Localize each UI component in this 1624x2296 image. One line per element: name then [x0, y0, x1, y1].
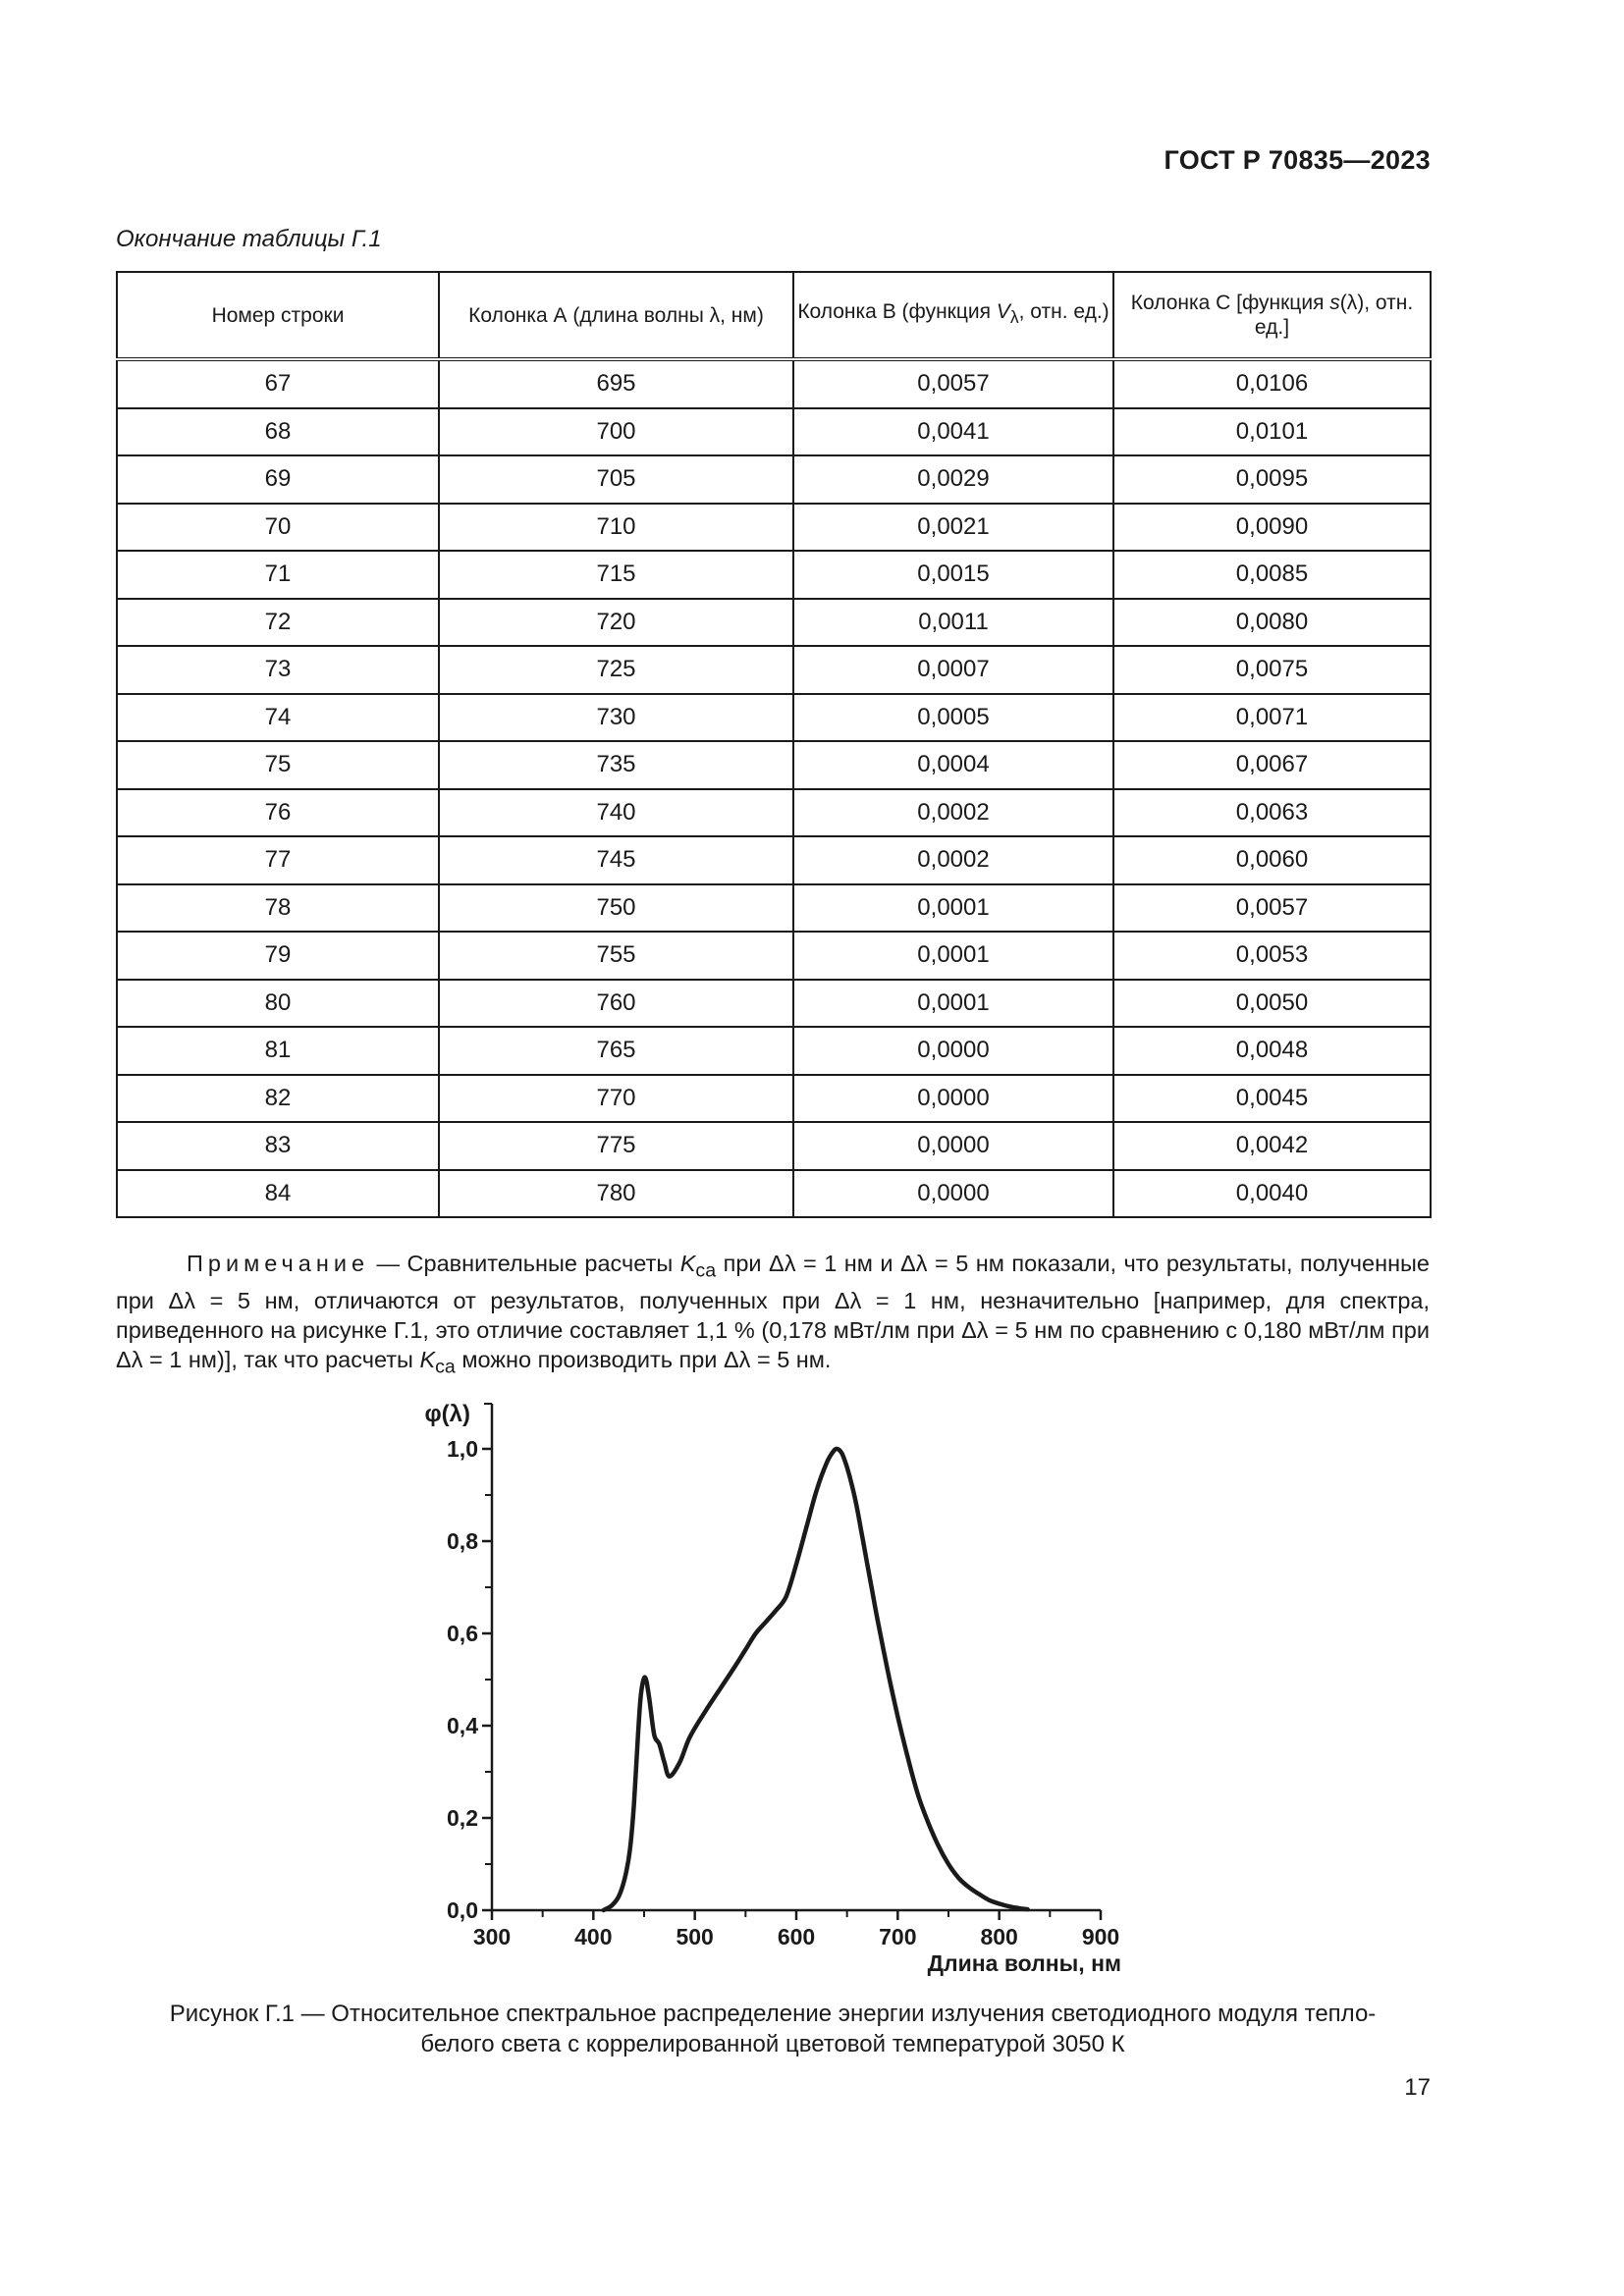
figure-caption-line-2: белого света с коррелированной цветовой температурой 3050 К: [420, 2031, 1125, 2057]
table-cell: 74: [117, 694, 439, 742]
column-header-row-number: Номер строки: [117, 272, 439, 359]
column-header-c: Колонка C [функция s(λ), отн. ед.]: [1113, 272, 1431, 359]
table-cell: 0,0004: [793, 741, 1113, 789]
table-cell: 740: [439, 789, 793, 837]
x-axis-label: Длина волны, нм: [927, 1950, 1121, 1976]
table-caption: Окончание таблицы Г.1: [116, 226, 382, 252]
table-cell: 78: [117, 884, 439, 933]
table-cell: 700: [439, 408, 793, 456]
note-text-3: можно производить при Δλ = 5 нм.: [455, 1346, 832, 1372]
table-cell: 0,0057: [1113, 884, 1431, 933]
table-cell: 695: [439, 359, 793, 408]
k-ca-subscript: ca: [695, 1259, 717, 1282]
table-cell: 0,0090: [1113, 504, 1431, 552]
table-cell: 0,0045: [1113, 1075, 1431, 1123]
table-cell: 80: [117, 980, 439, 1028]
y-tick-label: 0,4: [447, 1713, 478, 1738]
table-cell: 73: [117, 646, 439, 694]
x-tick-label: 900: [1081, 1924, 1120, 1949]
table-cell: 0,0071: [1113, 694, 1431, 742]
table-cell: 67: [117, 359, 439, 408]
y-tick-label: 0,6: [447, 1621, 478, 1646]
table-cell: 0,0001: [793, 932, 1113, 980]
table-cell: 0,0040: [1113, 1170, 1431, 1218]
table-cell: 760: [439, 980, 793, 1028]
table-cell: 780: [439, 1170, 793, 1218]
x-tick-label: 300: [472, 1924, 512, 1949]
table-cell: 705: [439, 455, 793, 504]
table-cell: 0,0050: [1113, 980, 1431, 1028]
table-cell: 765: [439, 1027, 793, 1075]
table-cell: 79: [117, 932, 439, 980]
x-tick-label: 400: [574, 1924, 613, 1949]
y-axis-label: φ(λ): [424, 1401, 470, 1427]
table-cell: 0,0011: [793, 599, 1113, 647]
spectrum-series-line: [604, 1449, 1028, 1910]
note-text-2: при Δλ = 1 нм и Δλ = 5 нм показали, что результаты, полученные при Δλ = 5 нм, отличаются от результатов, полученных при Δλ = 1 нм, незначительно [например, для спектра, приведенного на рисунке Г.1, это отличие составляет 1,1 % (0,178 мВт/лм при Δλ = 5 нм по сравнению с 0,180 мВт/лм при Δλ = 1 нм)], так что расчеты: [116, 1251, 1431, 1372]
table-cell: 0,0060: [1113, 836, 1431, 884]
table-cell: 770: [439, 1075, 793, 1123]
table-cell: 0,0080: [1113, 599, 1431, 647]
table-cell: 745: [439, 836, 793, 884]
table-cell: 775: [439, 1122, 793, 1170]
x-tick-label: 500: [676, 1924, 714, 1949]
table-cell: 0,0048: [1113, 1027, 1431, 1075]
table-cell: 72: [117, 599, 439, 647]
table-cell: 750: [439, 884, 793, 933]
table-cell: 710: [439, 504, 793, 552]
table-cell: 0,0063: [1113, 789, 1431, 837]
table-cell: 0,0053: [1113, 932, 1431, 980]
y-tick-label: 0,0: [447, 1897, 478, 1923]
x-tick-label: 600: [777, 1924, 816, 1949]
table-cell: 0,0000: [793, 1027, 1113, 1075]
y-tick-label: 1,0: [447, 1436, 478, 1462]
table-cell: 71: [117, 551, 439, 599]
table-cell: 0,0001: [793, 980, 1113, 1028]
table-cell: 0,0021: [793, 504, 1113, 552]
table-cell: 730: [439, 694, 793, 742]
table-cell: 76: [117, 789, 439, 837]
column-header-b: Колонка B (функция $V_\lambda$, отн. ед.): [793, 272, 1113, 359]
table-cell: 0,0042: [1113, 1122, 1431, 1170]
table-cell: 0,0000: [793, 1075, 1113, 1123]
table-cell: 83: [117, 1122, 439, 1170]
table-cell: 715: [439, 551, 793, 599]
table-cell: 70: [117, 504, 439, 552]
column-header-a: Колонка А (длина волны λ, нм): [439, 272, 793, 359]
y-tick-label: 0,2: [447, 1805, 478, 1831]
table-cell: 720: [439, 599, 793, 647]
table-cell: 0,0001: [793, 884, 1113, 933]
page-number: 17: [1404, 2074, 1431, 2101]
table-cell: 81: [117, 1027, 439, 1075]
k-ca-symbol: K: [679, 1251, 696, 1276]
table-cell: 0,0000: [793, 1122, 1113, 1170]
table-cell: 755: [439, 932, 793, 980]
table-cell: 735: [439, 741, 793, 789]
note-text-1: — Сравнительные расчеты: [369, 1251, 680, 1276]
table-cell: 725: [439, 646, 793, 694]
figure-caption-line-1: Рисунок Г.1 — Относительное спектральное распределение энергии излучения светодиодного модуля тепло-: [169, 2001, 1377, 2027]
table-cell: 0,0000: [793, 1170, 1113, 1218]
table-cell: 0,0095: [1113, 455, 1431, 504]
table-cell: 0,0015: [793, 551, 1113, 599]
note-label: Примечание: [187, 1251, 370, 1276]
table-cell: 69: [117, 455, 439, 504]
x-tick-label: 800: [980, 1924, 1018, 1949]
table-cell: 68: [117, 408, 439, 456]
y-tick-label: 0,8: [447, 1528, 478, 1554]
table-cell: 84: [117, 1170, 439, 1218]
figure-caption: [116, 1999, 1430, 2059]
table-cell: 82: [117, 1075, 439, 1123]
table-cell: 0,0002: [793, 836, 1113, 884]
table-cell: 0,0075: [1113, 646, 1431, 694]
table-cell: 0,0067: [1113, 741, 1431, 789]
x-tick-label: 700: [879, 1924, 917, 1949]
table-cell: 0,0101: [1113, 408, 1431, 456]
k-ca-subscript-2: ca: [435, 1356, 456, 1378]
table-cell: 75: [117, 741, 439, 789]
k-ca-symbol-2: K: [419, 1346, 436, 1372]
table-cell: 0,0007: [793, 646, 1113, 694]
standard-designation: ГОСТ Р 70835—2023: [1164, 145, 1431, 175]
table-cell: 77: [117, 836, 439, 884]
table-cell: 0,0005: [793, 694, 1113, 742]
table-cell: 0,0106: [1113, 359, 1431, 408]
table-cell: 0,0041: [793, 408, 1113, 456]
table-cell: 0,0057: [793, 359, 1113, 408]
table-cell: 0,0085: [1113, 551, 1431, 599]
table-cell: 0,0029: [793, 455, 1113, 504]
table-cell: 0,0002: [793, 789, 1113, 837]
